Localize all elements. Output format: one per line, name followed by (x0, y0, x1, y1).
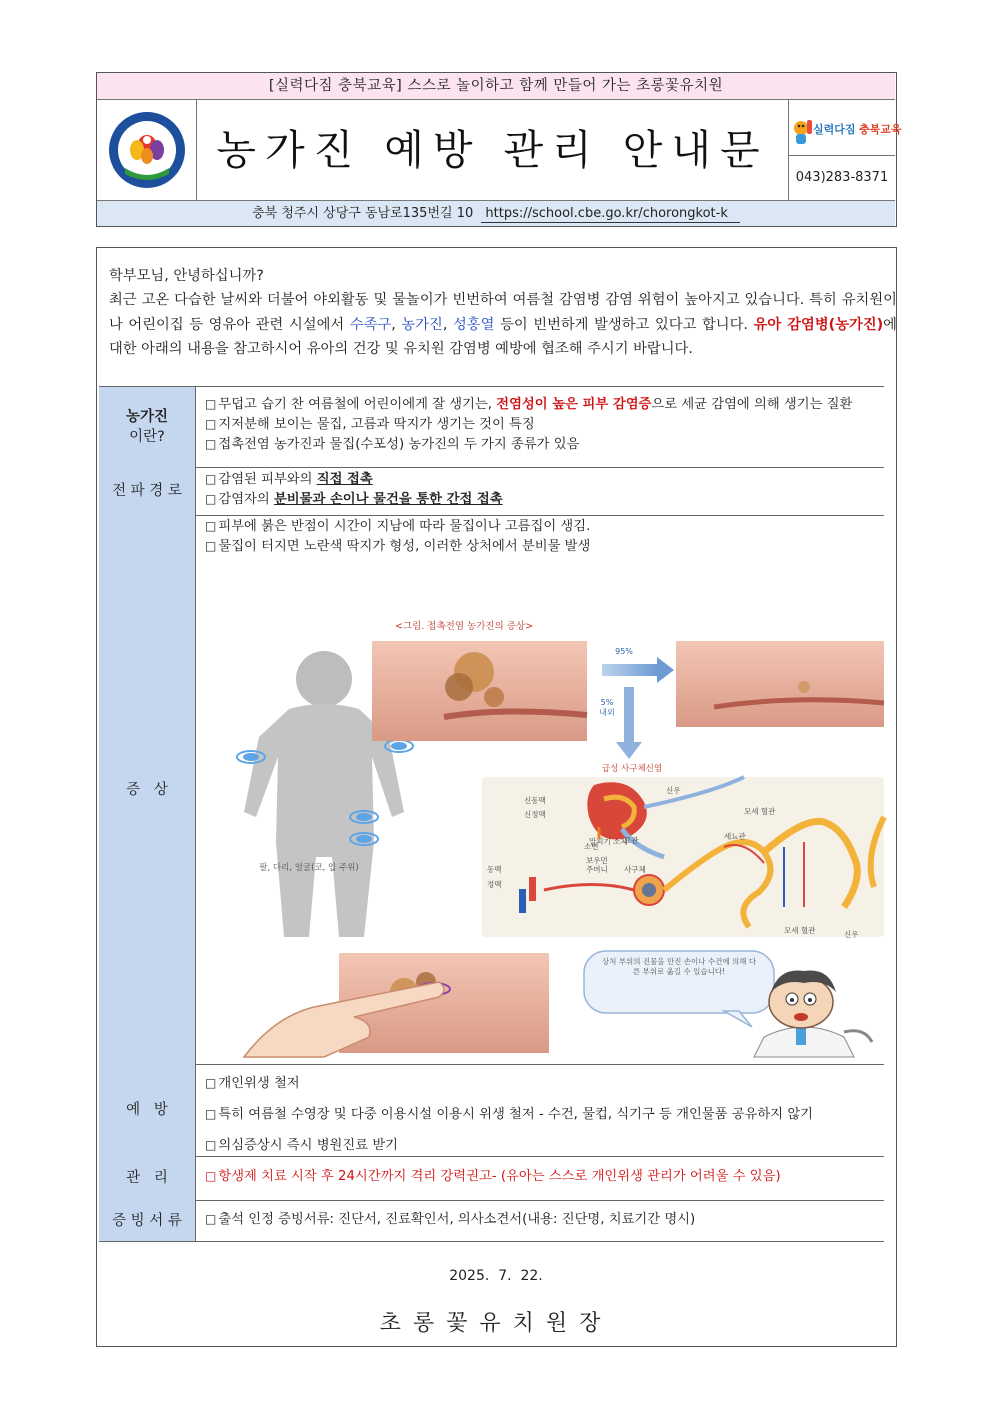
list-item (205, 1099, 881, 1130)
page-title: 농가진 예방 관리 안내문 (197, 100, 789, 200)
highlight-text: 전염성이 높은 피부 감염증 (496, 397, 652, 412)
row-content-manage (205, 1167, 881, 1187)
phone-number: 043)283-8371 (795, 170, 889, 185)
text: 특히 여름철 수영장 및 다중 이용시설 이용시 위생 철저 - 수건, 물컵, 식기구 등 개인물품 공유하지 않기 (218, 1107, 814, 1122)
bullet-square-icon: □ (205, 397, 217, 411)
row-label-docs: 증 빙 서 류 (99, 1200, 196, 1241)
text: 의심증상시 즉시 병원진료 받기 (218, 1138, 399, 1153)
bullet-square-icon: □ (205, 1212, 217, 1226)
intro-paragraph (109, 288, 897, 361)
label-artery: 동맥 (487, 865, 502, 874)
table-row-manage (99, 1156, 884, 1201)
intro-text-3: 에 대한 아래의 내용을 참고하시어 유아의 건강 및 유치원 감염병 예방에 협조해 주시기 바랍니다. (109, 316, 897, 357)
intro-text-2: 등이 빈번하게 발생하고 있다고 합니다. (494, 316, 754, 333)
address-bar (97, 200, 895, 226)
intro-comma: , (391, 316, 402, 333)
list-item (205, 395, 881, 415)
row-label-prevent: 예 방 (99, 1064, 196, 1156)
bullet-square-icon: □ (205, 1138, 217, 1152)
figure-caption: <그림. 접촉전염 농가진의 증상> (394, 621, 534, 632)
label-bowman-3: 주머니 (586, 865, 608, 874)
bullet-square-icon: □ (205, 1107, 217, 1121)
greeting: 학부모님, 안녕하십니까? (109, 268, 264, 284)
intro-comma: , (442, 316, 453, 333)
list-item (205, 537, 881, 557)
document-header (96, 72, 902, 227)
label-renal-vein: 신정맥 (524, 810, 546, 819)
label-glomerulus: 사구체 (624, 865, 646, 874)
list-item (205, 1167, 881, 1187)
hand-touch-photo (244, 953, 549, 1057)
text: 접촉전염 농가진과 물집(수포성) 농가진의 두 가지 종류가 있음 (218, 436, 580, 452)
brand-mascot-icon (789, 100, 902, 156)
table-row-symptom (99, 515, 884, 1065)
text: 항생제 치료 시작 후 24시간까지 격리 강력권고- (유아는 스스로 개인위생 관리가 어려울 수 있음) (218, 1169, 781, 1184)
row-content-docs (205, 1210, 881, 1230)
underlined-text: 직접 접촉 (316, 472, 373, 487)
label-capillary: 모세 혈관 (744, 807, 776, 816)
list-item (205, 1068, 881, 1099)
disease-name: 농가진 (401, 316, 443, 333)
list-item (205, 1210, 881, 1230)
bullet-square-icon: □ (205, 436, 217, 451)
school-url-link[interactable]: https://school.cbe.go.kr/chorongkot-k (481, 205, 739, 223)
arrow-label-5: 5% (600, 698, 614, 707)
row-content-what (205, 395, 881, 454)
text: 출석 인정 증빙서류: 진단서, 진료확인서, 의사소견서(내용: 진단명, 치료기간 명시) (218, 1212, 696, 1227)
list-item (205, 490, 881, 510)
svg-text:충북교육: 충북교육 (859, 123, 902, 136)
row-content-prevent (205, 1068, 881, 1161)
title-row (97, 100, 902, 200)
table-row-docs (99, 1200, 884, 1242)
text: 지저분해 보이는 물집, 고름과 딱지가 생기는 것이 특징 (218, 416, 535, 432)
row-label-what (99, 387, 196, 467)
text: 감염자의 (218, 491, 274, 507)
label-tubule: 세뇨관 (724, 832, 746, 841)
table-row-prevent (99, 1064, 884, 1157)
label-bold: 농가진 (125, 409, 169, 425)
text: 물집이 터지면 노란색 딱지가 형성, 이러한 상처에서 분비물 발생 (218, 538, 591, 554)
label-ureter: 요관 (624, 836, 639, 845)
row-label-symptom: 증 상 (99, 515, 196, 1064)
kindergarten-logo (97, 100, 197, 200)
text: 개인위생 철저 (218, 1076, 300, 1091)
list-item (205, 435, 881, 455)
kidney-title: 급성 사구체신염 (601, 764, 663, 774)
text: 으로 세균 감염에 의해 생기는 질환 (651, 397, 853, 412)
list-item (205, 517, 881, 537)
row-content-route (205, 470, 881, 510)
impetigo-illustration (204, 607, 884, 1057)
row-content-symptom (205, 517, 881, 557)
intro-emphasis: 유아 감염병(농가진) (753, 316, 884, 333)
text: 무덥고 습기 찬 여름철에 어린이에게 잘 생기는, (218, 397, 497, 412)
underlined-text: 분비물과 손이나 물건을 통한 간접 접촉 (273, 491, 503, 507)
intro-text-1: 최근 고온 다습한 날씨와 더불어 야외활동 및 물놀이가 빈번하여 여름철 감염병 감염 위험이 높아지고 있습니다. 특히 유치원이나 어린이집 등 영유아 관련 시설에서 (109, 292, 897, 333)
intro-section (109, 264, 897, 361)
svg-text:실력다짐: 실력다짐 (813, 123, 856, 136)
logo-emblem-icon (97, 100, 197, 200)
label-renal-artery: 신동맥 (524, 796, 546, 805)
principal-signature: 초롱꽃유치원장 (379, 1311, 613, 1336)
list-item (205, 470, 881, 490)
bullet-square-icon: □ (205, 472, 217, 486)
label-pelvis: 신우 (666, 786, 681, 795)
address-text: 충북 청주시 상당구 동남로135번길 10 (252, 206, 474, 221)
education-brand (789, 100, 902, 156)
label-capillary-2: 모세 혈관 (784, 926, 816, 935)
bullet-square-icon: □ (205, 1169, 217, 1183)
bubble-text: 상처 부위의 진물을 만진 손이나 수건에 의해 다른 부위로 옮길 수 있습니다! (601, 957, 757, 976)
slogan-bar: [실력다짐 충북교육] 스스로 놀이하고 함께 만들어 가는 초롱꽃유치원 (97, 73, 895, 100)
label-bowman: 말피기 소체 (589, 837, 628, 846)
row-label-manage: 관 리 (99, 1156, 196, 1200)
lesion-photo-2 (676, 641, 884, 727)
bullet-square-icon: □ (205, 1076, 217, 1090)
bullet-square-icon: □ (205, 491, 217, 506)
disease-name: 성홍열 (452, 316, 495, 333)
bullet-square-icon: □ (205, 416, 217, 431)
label-pelvis-2: 신우 (844, 930, 859, 939)
notice-body (96, 247, 897, 1347)
label-rest: 이란? (129, 429, 165, 445)
table-row-what (99, 386, 884, 468)
issue-date: 2025. 7. 22. (449, 1268, 543, 1284)
lesion-photo-1 (372, 641, 587, 741)
bullet-square-icon: □ (205, 538, 217, 553)
table-row-route (99, 466, 884, 516)
list-item (205, 415, 881, 435)
text: 피부에 붉은 반점이 시간이 지남에 따라 물집이나 고름집이 생김. (218, 519, 591, 534)
arrow-label-95: 95% (615, 647, 633, 656)
body-caption: 팔, 다리, 얼굴(코, 입 주위) (259, 863, 359, 873)
disease-name: 수족구 (349, 316, 392, 333)
bullet-square-icon: □ (205, 519, 217, 533)
arrow-label-within: 내외 (599, 708, 615, 717)
row-label-route: 전 파 경 로 (99, 466, 196, 515)
label-bowman-2: 보우먼 (586, 856, 608, 865)
text: 감염된 피부와의 (218, 472, 317, 487)
label-vein: 정맥 (487, 880, 502, 889)
label-urine: 소변 (584, 842, 599, 851)
